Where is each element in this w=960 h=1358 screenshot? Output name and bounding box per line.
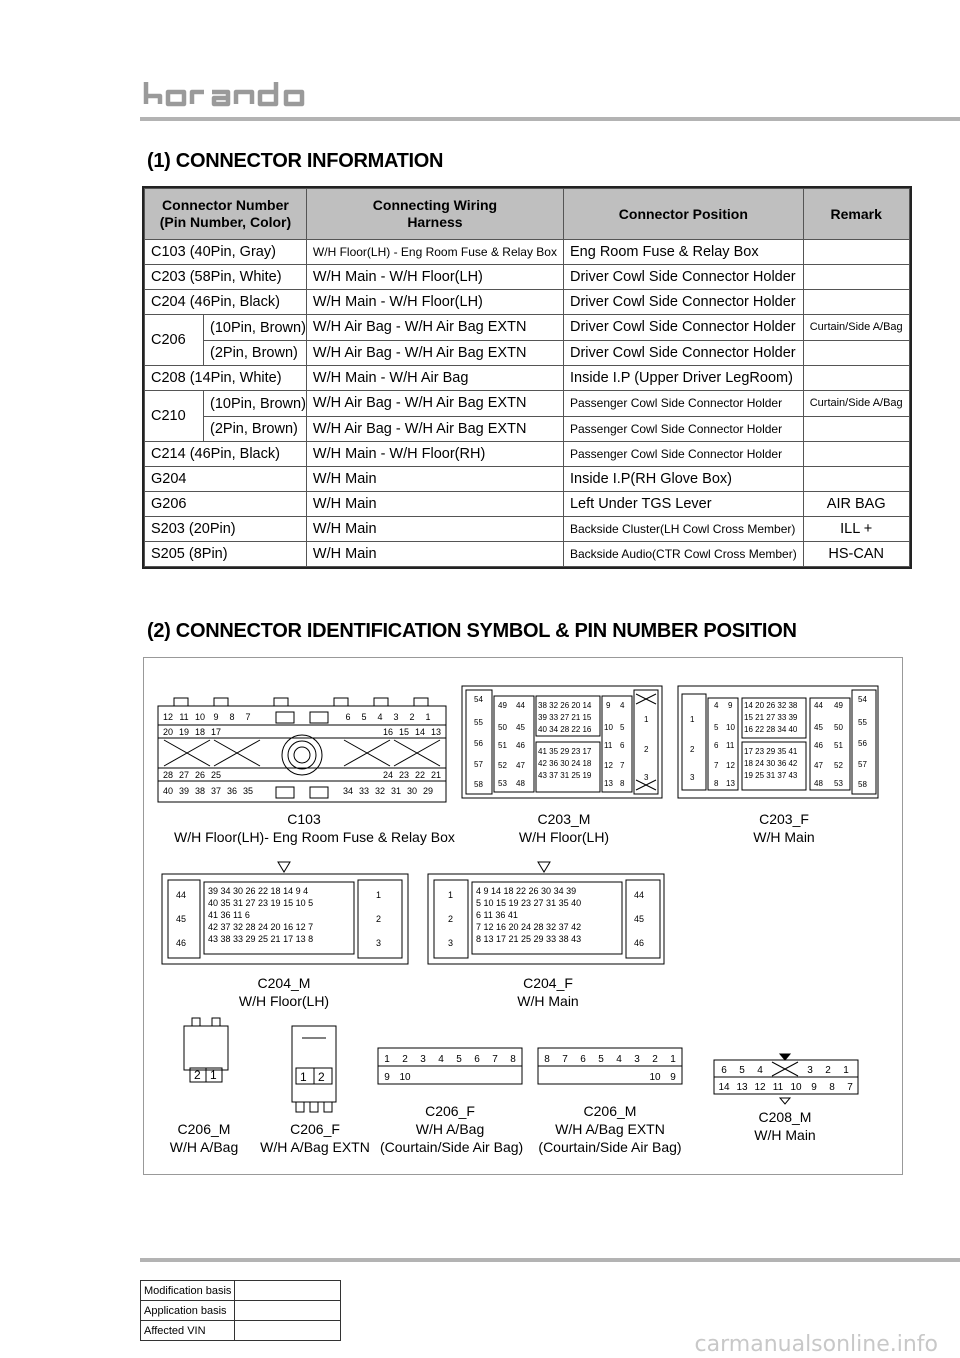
c103-pin-4: 4: [377, 712, 383, 722]
svg-text:7: 7: [714, 761, 719, 770]
cell-position: Driver Cowl Side Connector Holder: [563, 315, 803, 341]
modification-basis-label: Modification basis: [141, 1281, 235, 1301]
svg-text:42 37 32 28 24 20 16 12 7: 42 37 32 28 24 20 16 12 7: [208, 922, 314, 932]
cell-number: S205 (8Pin): [145, 542, 307, 567]
cell-remark: [803, 340, 909, 366]
table-row: [141, 1281, 341, 1301]
svg-text:1: 1: [644, 715, 649, 724]
cell-position: Left Under TGS Lever: [563, 492, 803, 517]
c103-pin-40: 40: [162, 786, 174, 796]
svg-text:4: 4: [714, 701, 719, 710]
c206-m-small-pin-1: 1: [210, 1068, 217, 1082]
cell-wiring: W/H Air Bag - W/H Air Bag EXTN: [306, 340, 563, 366]
c103-pin-34: 34: [342, 786, 354, 796]
c103-pin-29: 29: [422, 786, 434, 796]
table-row: [141, 1321, 341, 1341]
c206-f-pin-8: 8: [510, 1054, 516, 1065]
c206-f-pin-5: 5: [456, 1054, 462, 1065]
c103-pin-12: 12: [162, 712, 174, 722]
cell-wiring: W/H Main: [306, 492, 563, 517]
cell-position: Inside I.P (Upper Driver LegRoom): [563, 366, 803, 391]
cell-wiring: W/H Main - W/H Floor(RH): [306, 442, 563, 467]
table-row: [145, 442, 910, 467]
c208-pin-12: 12: [754, 1082, 766, 1093]
svg-text:19 25 31 37 43: 19 25 31 37 43: [744, 771, 798, 780]
cell-number: C103 (40Pin, Gray): [145, 240, 307, 265]
cell-position: Passenger Cowl Side Connector Holder: [563, 391, 803, 417]
modification-basis-value: [235, 1281, 341, 1301]
cell-remark: [803, 467, 909, 492]
svg-text:1: 1: [690, 715, 695, 724]
c103-pin-25: 25: [210, 770, 222, 780]
c103-pin-38: 38: [194, 786, 206, 796]
cell-number: C214 (46Pin, Black): [145, 442, 307, 467]
svg-text:53: 53: [834, 779, 843, 788]
c103-pin-15: 15: [398, 727, 410, 737]
svg-text:56: 56: [858, 739, 867, 748]
svg-text:5 10 15 19 23 27 31 35 40: 5 10 15 19 23 27 31 35 40: [476, 898, 582, 908]
c103-pin-39: 39: [178, 786, 190, 796]
c208-pin-6: 6: [721, 1065, 727, 1076]
c103-pin-14: 14: [414, 727, 426, 737]
svg-text:55: 55: [858, 718, 867, 727]
c206-m-large-pin-labels: [544, 1054, 676, 1083]
svg-text:2: 2: [690, 745, 695, 754]
connector-diagram-panel: [143, 657, 903, 1175]
cell-remark: Curtain/Side A/Bag: [803, 391, 909, 417]
c210-sub2-pins: (2Pin, Brown): [210, 421, 298, 437]
svg-text:49: 49: [498, 701, 507, 710]
svg-text:14 20 26 32 38: 14 20 26 32 38: [744, 701, 798, 710]
c206-m-large-caption: C206_M W/H A/Bag EXTN (Courtain/Side Air Bag): [538, 1103, 682, 1155]
cell-number-c210: [145, 391, 307, 442]
c208-pin-14: 14: [718, 1082, 730, 1093]
c103-pin-36: 36: [226, 786, 238, 796]
svg-text:13: 13: [604, 779, 613, 788]
c206-sub1-pins: (10Pin, Brown): [204, 315, 306, 341]
c103-pin-23: 23: [398, 770, 410, 780]
header-connector-number: Connector Number (Pin Number, Color): [145, 189, 307, 240]
svg-text:3: 3: [448, 938, 454, 948]
c206-m-pin-5: 5: [598, 1054, 604, 1065]
svg-text:52: 52: [834, 761, 843, 770]
svg-text:47: 47: [516, 761, 525, 770]
cell-wiring: W/H Main: [306, 517, 563, 542]
svg-text:1: 1: [448, 890, 454, 900]
svg-text:6: 6: [714, 741, 719, 750]
c206-f-pin-9: 9: [384, 1072, 390, 1083]
cell-remark: HS-CAN: [803, 542, 909, 567]
c103-pin-32: 32: [374, 786, 386, 796]
table-row: [145, 391, 910, 417]
svg-text:18 24 30 36 42: 18 24 30 36 42: [744, 759, 798, 768]
svg-text:7 12 16 20 24 28 32 37 42: 7 12 16 20 24 28 32 37 42: [476, 922, 582, 932]
application-basis-value: [235, 1301, 341, 1321]
c206-m-pin-10: 10: [649, 1072, 661, 1083]
cell-wiring: W/H Main: [306, 467, 563, 492]
c103-pin-2: 2: [409, 712, 415, 722]
cell-number-c206: [145, 315, 307, 366]
c206-f-small-caption: C206_F W/H A/Bag EXTN: [260, 1121, 370, 1155]
affected-vin-value: [235, 1321, 341, 1341]
watermark-text: carmanualsonline.info: [694, 1332, 938, 1357]
korando-logo: [140, 78, 320, 108]
svg-text:43 37 31 25 19: 43 37 31 25 19: [538, 771, 592, 780]
table-row: [145, 240, 910, 265]
svg-text:51: 51: [498, 741, 507, 750]
svg-text:6: 6: [620, 741, 625, 750]
cell-position: Backside Audio(CTR Cowl Cross Member): [563, 542, 803, 567]
c206-m-pin-2: 2: [652, 1054, 658, 1065]
svg-text:46: 46: [814, 741, 823, 750]
table-row: [145, 542, 910, 567]
c206-m-small-pin-2: 2: [194, 1068, 201, 1082]
c103-pin-35: 35: [242, 786, 254, 796]
svg-text:3: 3: [376, 938, 382, 948]
c206-m-pin-7: 7: [562, 1054, 568, 1065]
c103-pin-3: 3: [393, 712, 399, 722]
c204-m-connector-diagram: [162, 862, 408, 964]
c208-m-connector-diagram: [714, 1054, 858, 1104]
svg-text:46: 46: [176, 938, 187, 948]
svg-text:4 9 14 18 22 26 30 34 39: 4 9 14 18 22 26 30 34 39: [476, 886, 577, 896]
svg-text:54: 54: [474, 695, 483, 704]
svg-text:5: 5: [620, 723, 625, 732]
c103-pin-20: 20: [162, 727, 174, 737]
svg-text:10: 10: [726, 723, 735, 732]
cell-wiring: W/H Main - W/H Floor(LH): [306, 290, 563, 315]
cell-number: G206: [145, 492, 307, 517]
c208-pin-5: 5: [739, 1065, 745, 1076]
svg-text:9: 9: [606, 701, 611, 710]
svg-text:52: 52: [498, 761, 507, 770]
cell-position: Driver Cowl Side Connector Holder: [563, 265, 803, 290]
svg-text:12: 12: [604, 761, 613, 770]
svg-text:45: 45: [176, 914, 187, 924]
section-title-connector-identification: (2) CONNECTOR IDENTIFICATION SYMBOL & PIN NUMBER POSITION: [147, 620, 797, 642]
c206-m-pin-6: 6: [580, 1054, 586, 1065]
svg-text:2: 2: [448, 914, 454, 924]
cell-wiring: W/H Main - W/H Floor(LH): [306, 265, 563, 290]
c208-pin-7: 7: [847, 1082, 853, 1093]
svg-text:55: 55: [474, 718, 483, 727]
modification-table: [140, 1280, 341, 1341]
c206-f-large-pin-labels: [384, 1054, 516, 1083]
c206-m-pin-4: 4: [616, 1054, 622, 1065]
c103-pin-22: 22: [414, 770, 426, 780]
c103-pin-5: 5: [361, 712, 367, 722]
svg-text:50: 50: [834, 723, 843, 732]
cell-wiring: W/H Air Bag - W/H Air Bag EXTN: [306, 416, 563, 442]
footer-rule: [140, 1258, 960, 1262]
svg-text:42 36 30 24 18: 42 36 30 24 18: [538, 759, 592, 768]
affected-vin-label: Affected VIN: [141, 1321, 235, 1341]
cell-number: C208 (14Pin, White): [145, 366, 307, 391]
svg-text:46: 46: [634, 938, 645, 948]
svg-text:47: 47: [814, 761, 823, 770]
svg-text:41 36 1: 41 36 11 6: [208, 910, 250, 920]
header-connector-position: Connector Position: [563, 189, 803, 240]
header-remark: Remark: [803, 189, 909, 240]
svg-text:58: 58: [474, 780, 483, 789]
c103-pin-27: 27: [178, 770, 190, 780]
cell-position: Backside Cluster(LH Cowl Cross Member): [563, 517, 803, 542]
svg-text:5: 5: [714, 723, 719, 732]
c208-pin-1: 1: [843, 1065, 849, 1076]
svg-text:44: 44: [814, 701, 823, 710]
c103-pin-19: 19: [178, 727, 190, 737]
cell-position: Inside I.P(RH Glove Box): [563, 467, 803, 492]
c203-m-caption: C203_M W/H Floor(LH): [518, 811, 610, 845]
table-header-row: [145, 189, 910, 240]
svg-text:38 32 26 20 14: 38 32 26 20 14: [538, 701, 592, 710]
c208-pin-2: 2: [825, 1065, 831, 1076]
application-basis-label: Application basis: [141, 1301, 235, 1321]
cell-position: Driver Cowl Side Connector Holder: [563, 290, 803, 315]
c103-pin-9: 9: [213, 712, 219, 722]
c204-f-pin-numbers: [448, 886, 644, 948]
svg-text:40 34 28 22 16: 40 34 28 22 16: [538, 725, 592, 734]
c103-pin-30: 30: [406, 786, 418, 796]
svg-text:57: 57: [474, 760, 483, 769]
svg-text:56: 56: [474, 739, 483, 748]
svg-text:45: 45: [516, 723, 525, 732]
c103-pin-17: 17: [210, 727, 222, 737]
svg-text:6 11 3: 6 11 36 41: [476, 910, 518, 920]
svg-text:15 21 27 33 39: 15 21 27 33 39: [744, 713, 798, 722]
svg-text:11: 11: [726, 741, 735, 750]
c103-pin-11: 11: [179, 712, 189, 722]
svg-text:45: 45: [814, 723, 823, 732]
c103-pin-24: 24: [382, 770, 394, 780]
cell-position: Passenger Cowl Side Connector Holder: [563, 442, 803, 467]
cell-remark: [803, 265, 909, 290]
c103-pin-18: 18: [194, 727, 206, 737]
c204-f-caption: C204_F W/H Main: [517, 975, 579, 1009]
svg-text:16 22 28 34 40: 16 22 28 34 40: [744, 725, 798, 734]
c206-f-pin-6: 6: [474, 1054, 480, 1065]
svg-text:57: 57: [858, 760, 867, 769]
svg-text:44: 44: [634, 890, 645, 900]
c103-pin-7: 7: [245, 712, 251, 722]
c206-sub2-pins: (2Pin, Brown): [210, 345, 298, 361]
svg-text:44: 44: [176, 890, 187, 900]
svg-text:39 34 30 26 22 18 14 9 4: 39 34 30 26 22 18 14 9 4: [208, 886, 309, 896]
c103-caption: C103 W/H Floor(LH)- Eng Room Fuse & Relay Box: [174, 811, 455, 845]
svg-text:48: 48: [516, 779, 525, 788]
header-connecting-wiring: Connecting Wiring Harness: [306, 189, 563, 240]
svg-text:41 35 29 23 17: 41 35 29 23 17: [538, 747, 592, 756]
c103-pin-6: 6: [345, 712, 351, 722]
svg-text:40 35 31 27 23 19 15 10 5: 40 35 31 27 23 19 15 10 5: [208, 898, 314, 908]
svg-text:17 23 29 35 41: 17 23 29 35 41: [744, 747, 798, 756]
cell-number: C204 (46Pin, Black): [145, 290, 307, 315]
c208-pin-4: 4: [757, 1065, 763, 1076]
c210-label: C210: [145, 391, 204, 441]
header-rule: [140, 117, 960, 121]
table-row: [145, 517, 910, 542]
svg-text:51: 51: [834, 741, 843, 750]
c103-pin-37: 37: [210, 786, 222, 796]
table-row: [145, 315, 910, 341]
c206-f-small-pin-1: 1: [300, 1070, 307, 1084]
c206-m-small-connector-diagram: [184, 1018, 228, 1082]
connector-information-table: [144, 188, 910, 567]
svg-text:7: 7: [620, 761, 625, 770]
c206-m-small-caption: C206_M W/H A/Bag: [169, 1121, 239, 1155]
c103-pin-13: 13: [430, 727, 442, 737]
cell-remark: [803, 240, 909, 265]
c103-pin-33: 33: [358, 786, 370, 796]
svg-text:53: 53: [498, 779, 507, 788]
c208-pin-3: 3: [807, 1065, 813, 1076]
cell-remark: [803, 416, 909, 442]
c206-f-pin-4: 4: [438, 1054, 444, 1065]
c206-f-pin-7: 7: [492, 1054, 498, 1065]
table-row: [145, 492, 910, 517]
svg-text:8: 8: [620, 779, 625, 788]
cell-number: S203 (20Pin): [145, 517, 307, 542]
svg-text:1: 1: [376, 890, 382, 900]
cell-position: Driver Cowl Side Connector Holder: [563, 340, 803, 366]
section-title-connector-information: (1) CONNECTOR INFORMATION: [147, 150, 444, 172]
c206-f-large-caption: C206_F W/H A/Bag (Courtain/Side Air Bag): [380, 1103, 524, 1155]
svg-text:13: 13: [726, 779, 735, 788]
table-row: [145, 366, 910, 391]
svg-text:43 38 33 29 25 21 17 13 8: 43 38 33 29 25 21 17 13 8: [208, 934, 314, 944]
svg-text:48: 48: [814, 779, 823, 788]
cell-number: G204: [145, 467, 307, 492]
svg-text:58: 58: [858, 780, 867, 789]
c210-sub1-pins: (10Pin, Brown): [204, 391, 306, 417]
c208-pin-11: 11: [772, 1082, 784, 1093]
cell-remark: [803, 366, 909, 391]
c103-pin-10: 10: [194, 712, 206, 722]
svg-text:8 13 17 21 25 29 33 38 43: 8 13 17 21 25 29 33 38 43: [476, 934, 582, 944]
c208-pin-10: 10: [790, 1082, 802, 1093]
c206-f-small-pin-2: 2: [318, 1070, 325, 1084]
svg-text:12: 12: [726, 761, 735, 770]
svg-text:49: 49: [834, 701, 843, 710]
cell-remark: Curtain/Side A/Bag: [803, 315, 909, 341]
c206-m-pin-1: 1: [670, 1054, 676, 1065]
svg-text:50: 50: [498, 723, 507, 732]
c208-pin-8: 8: [829, 1082, 835, 1093]
cell-number: C203 (58Pin, White): [145, 265, 307, 290]
c206-f-small-connector-diagram: [292, 1026, 336, 1112]
svg-text:9: 9: [728, 701, 733, 710]
c206-f-pin-2: 2: [402, 1054, 408, 1065]
svg-text:39 33 27 21 15: 39 33 27 21 15: [538, 713, 592, 722]
table-row: [145, 467, 910, 492]
c206-f-pin-10: 10: [399, 1072, 411, 1083]
cell-remark: [803, 290, 909, 315]
cell-remark: ILL +: [803, 517, 909, 542]
svg-text:44: 44: [516, 701, 525, 710]
cell-remark: [803, 442, 909, 467]
svg-text:11: 11: [604, 741, 613, 750]
c208-m-caption: C208_M W/H Main: [754, 1109, 816, 1143]
c103-pin-1: 1: [425, 712, 431, 722]
cell-wiring: W/H Main - W/H Air Bag: [306, 366, 563, 391]
c206-f-pin-1: 1: [384, 1054, 390, 1065]
c103-pin-28: 28: [162, 770, 174, 780]
table-row: [141, 1301, 341, 1321]
cell-wiring: W/H Main: [306, 542, 563, 567]
cell-remark: AIR BAG: [803, 492, 909, 517]
svg-text:2: 2: [376, 914, 382, 924]
cell-wiring: W/H Air Bag - W/H Air Bag EXTN: [306, 391, 563, 417]
svg-text:10: 10: [604, 723, 613, 732]
c206-m-pin-9: 9: [670, 1072, 676, 1083]
cell-position: Eng Room Fuse & Relay Box: [563, 240, 803, 265]
cell-wiring: W/H Air Bag - W/H Air Bag EXTN: [306, 315, 563, 341]
cell-wiring: W/H Floor(LH) - Eng Room Fuse & Relay Box: [306, 240, 563, 265]
svg-text:4: 4: [620, 701, 625, 710]
c204-m-caption: C204_M W/H Floor(LH): [238, 975, 330, 1009]
svg-text:45: 45: [634, 914, 645, 924]
svg-text:3: 3: [644, 773, 649, 782]
c206-m-pin-3: 3: [634, 1054, 640, 1065]
svg-text:46: 46: [516, 741, 525, 750]
c103-pin-26: 26: [194, 770, 206, 780]
svg-text:8: 8: [714, 779, 719, 788]
c103-pin-8: 8: [229, 712, 235, 722]
c204-f-connector-diagram: [428, 862, 664, 964]
c208-pin-13: 13: [736, 1082, 748, 1093]
svg-text:54: 54: [858, 695, 867, 704]
c103-pin-21: 21: [430, 770, 442, 780]
svg-text:2: 2: [644, 745, 649, 754]
c206-m-pin-8: 8: [544, 1054, 550, 1065]
svg-text:3: 3: [690, 773, 695, 782]
c206-f-pin-3: 3: [420, 1054, 426, 1065]
c206-label: C206: [145, 315, 204, 365]
c204-m-pin-numbers: [176, 886, 381, 948]
c103-pin-16: 16: [382, 727, 394, 737]
c203-f-caption: C203_F W/H Main: [753, 811, 815, 845]
c103-pin-31: 31: [390, 786, 402, 796]
c208-pin-9: 9: [811, 1082, 817, 1093]
table-row: [145, 265, 910, 290]
table-row: [145, 290, 910, 315]
cell-position: Passenger Cowl Side Connector Holder: [563, 416, 803, 442]
